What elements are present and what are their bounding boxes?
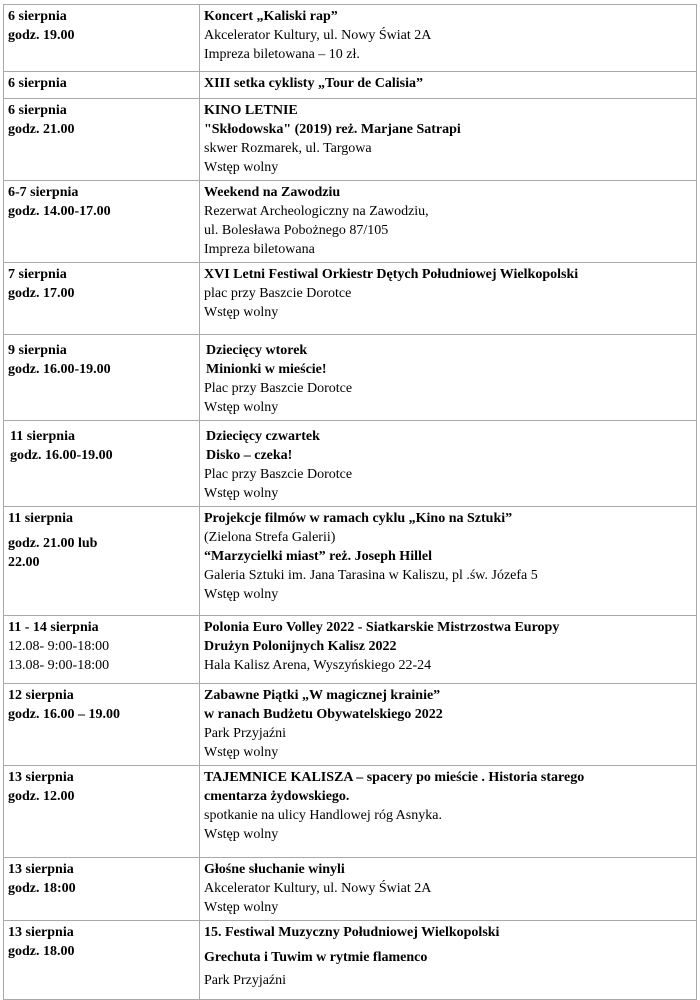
table-row [4,684,697,766]
event-time: godz. 21.00 [8,122,75,137]
event-title: w ranach Budżetu Obywatelskiego 2022 [204,707,443,722]
event-venue: Rezerwat Archeologiczny na Zawodziu, [204,204,429,219]
event-date: 13 sierpnia [8,770,74,785]
event-title: XIII setka cyklisty „Tour de Calisia” [204,76,423,91]
event-title: Projekcje filmów w ramach cyklu „Kino na Sztuki” [204,511,513,526]
event-date-cell [4,507,200,616]
event-date-cell [4,99,200,181]
event-time: godz. 16.00 – 19.00 [8,707,120,722]
event-date: 11 - 14 sierpnia [8,620,99,635]
event-title: TAJEMNICE KALISZA – spacery po mieście . Historia starego [204,770,585,785]
event-venue: Park Przyjaźni [204,726,287,741]
event-info-cell [200,921,697,1000]
event-date: 6-7 sierpnia [8,185,79,200]
event-venue: Hala Kalisz Arena, Wyszyńskiego 22-24 [204,658,432,673]
event-date: 6 sierpnia [8,9,67,24]
event-date: 7 sierpnia [8,267,67,282]
event-info-cell [200,5,697,72]
event-title: KINO LETNIE [204,103,298,118]
table-row [4,72,697,99]
event-info-cell [200,99,697,181]
event-date: 9 sierpnia [8,343,67,358]
event-subtitle: (Zielona Strefa Galerii) [204,530,336,545]
event-time: godz. 18.00 [8,944,75,959]
event-date-cell [4,858,200,921]
event-date-cell [4,421,200,507]
event-admission: Wstęp wolny [204,900,279,915]
event-title: Drużyn Polonijnych Kalisz 2022 [204,639,397,654]
event-subtitle: Grechuta i Tuwim w rytmie flamenco [204,950,428,965]
event-time: godz. 17.00 [8,286,75,301]
event-info-cell [200,684,697,766]
event-admission: Impreza biletowana [204,242,315,257]
event-film-title: “Marzycielki miast” reż. Joseph Hillel [204,549,432,564]
event-info-cell [200,263,697,335]
event-admission: Wstęp wolny [204,305,279,320]
table-row [4,99,697,181]
event-venue: spotkanie na ulicy Handlowej róg Asnyka. [204,808,442,823]
table-row [4,5,697,72]
table-row [4,263,697,335]
event-time: godz. 21.00 lub [8,536,98,551]
event-info-cell [200,616,697,684]
event-date-cell [4,5,200,72]
event-admission: Wstęp wolny [204,827,279,842]
event-time: 22.00 [8,555,40,570]
event-date: 6 sierpnia [8,76,67,91]
table-row [4,507,697,616]
event-time: godz. 16.00-19.00 [10,448,113,463]
event-venue: Plac przy Baszcie Dorotce [204,467,353,482]
event-date-cell [4,921,200,1000]
event-title: Disko – czeka! [206,448,293,463]
table-row [4,921,697,1000]
table-row [4,858,697,921]
event-date: 6 sierpnia [8,103,67,118]
event-venue: skwer Rozmarek, ul. Targowa [204,141,372,156]
event-info-cell [200,335,697,421]
event-info-cell [200,766,697,858]
event-info-cell [200,507,697,616]
table-row [4,335,697,421]
event-title: 15. Festiwal Muzyczny Południowej Wielkopolski [204,925,500,940]
event-admission: Wstęp wolny [204,587,279,602]
event-date: 13 sierpnia [8,862,74,877]
event-title: Głośne słuchanie winyli [204,862,345,877]
event-title: "Skłodowska" (2019) reż. Marjane Satrapi [204,122,461,137]
event-date: 12 sierpnia [8,688,74,703]
event-title: Dziecięcy czwartek [206,429,320,444]
event-admission: Wstęp wolny [204,745,279,760]
table-row [4,766,697,858]
event-date-cell [4,72,200,99]
event-date: 11 sierpnia [8,511,73,526]
event-venue: Akcelerator Kultury, ul. Nowy Świat 2A [204,881,432,896]
event-admission: Wstęp wolny [204,160,279,175]
event-date-cell [4,616,200,684]
event-address: ul. Bolesława Pobożnego 87/105 [204,223,389,238]
event-title: XVI Letni Festiwal Orkiestr Dętych Południowej Wielkopolski [204,267,579,282]
event-venue: Akcelerator Kultury, ul. Nowy Świat 2A [204,28,432,43]
event-date: 11 sierpnia [10,429,75,444]
event-time: godz. 18:00 [8,881,76,896]
event-info-cell [200,421,697,507]
event-time: godz. 12.00 [8,789,75,804]
event-title: Minionki w mieście! [206,362,327,377]
event-schedule-detail: 13.08- 9:00-18:00 [8,658,110,673]
event-title: Polonia Euro Volley 2022 - Siatkarskie Mistrzostwa Europy [204,620,560,635]
event-admission: Wstęp wolny [204,486,279,501]
event-info-cell [200,72,697,99]
table-row [4,616,697,684]
table-row [4,421,697,507]
event-date-cell [4,766,200,858]
event-title: Koncert „Kaliski rap” [204,9,338,24]
event-date-cell [4,263,200,335]
event-title: Zabawne Piątki „W magicznej krainie” [204,688,441,703]
event-title: cmentarza żydowskiego. [204,789,350,804]
event-venue: Park Przyjaźni [204,973,287,988]
event-venue: Galeria Sztuki im. Jana Tarasina w Kaliszu, pl .św. Józefa 5 [204,568,538,583]
event-venue: Plac przy Baszcie Dorotce [204,381,353,396]
event-date-cell [4,684,200,766]
event-title: Weekend na Zawodziu [204,185,341,200]
event-time: godz. 14.00-17.00 [8,204,111,219]
event-info-cell [200,181,697,263]
event-info-cell [200,858,697,921]
event-admission: Impreza biletowana – 10 zł. [204,47,360,62]
event-schedule-detail: 12.08- 9:00-18:00 [8,639,110,654]
event-time: godz. 16.00-19.00 [8,362,111,377]
event-time: godz. 19.00 [8,28,75,43]
event-date-cell [4,181,200,263]
event-venue: plac przy Baszcie Dorotce [204,286,352,301]
event-title: Dziecięcy wtorek [206,343,308,358]
event-date-cell [4,335,200,421]
event-schedule-table [3,4,697,1000]
table-row [4,181,697,263]
event-admission: Wstęp wolny [204,400,279,415]
event-date: 13 sierpnia [8,925,74,940]
